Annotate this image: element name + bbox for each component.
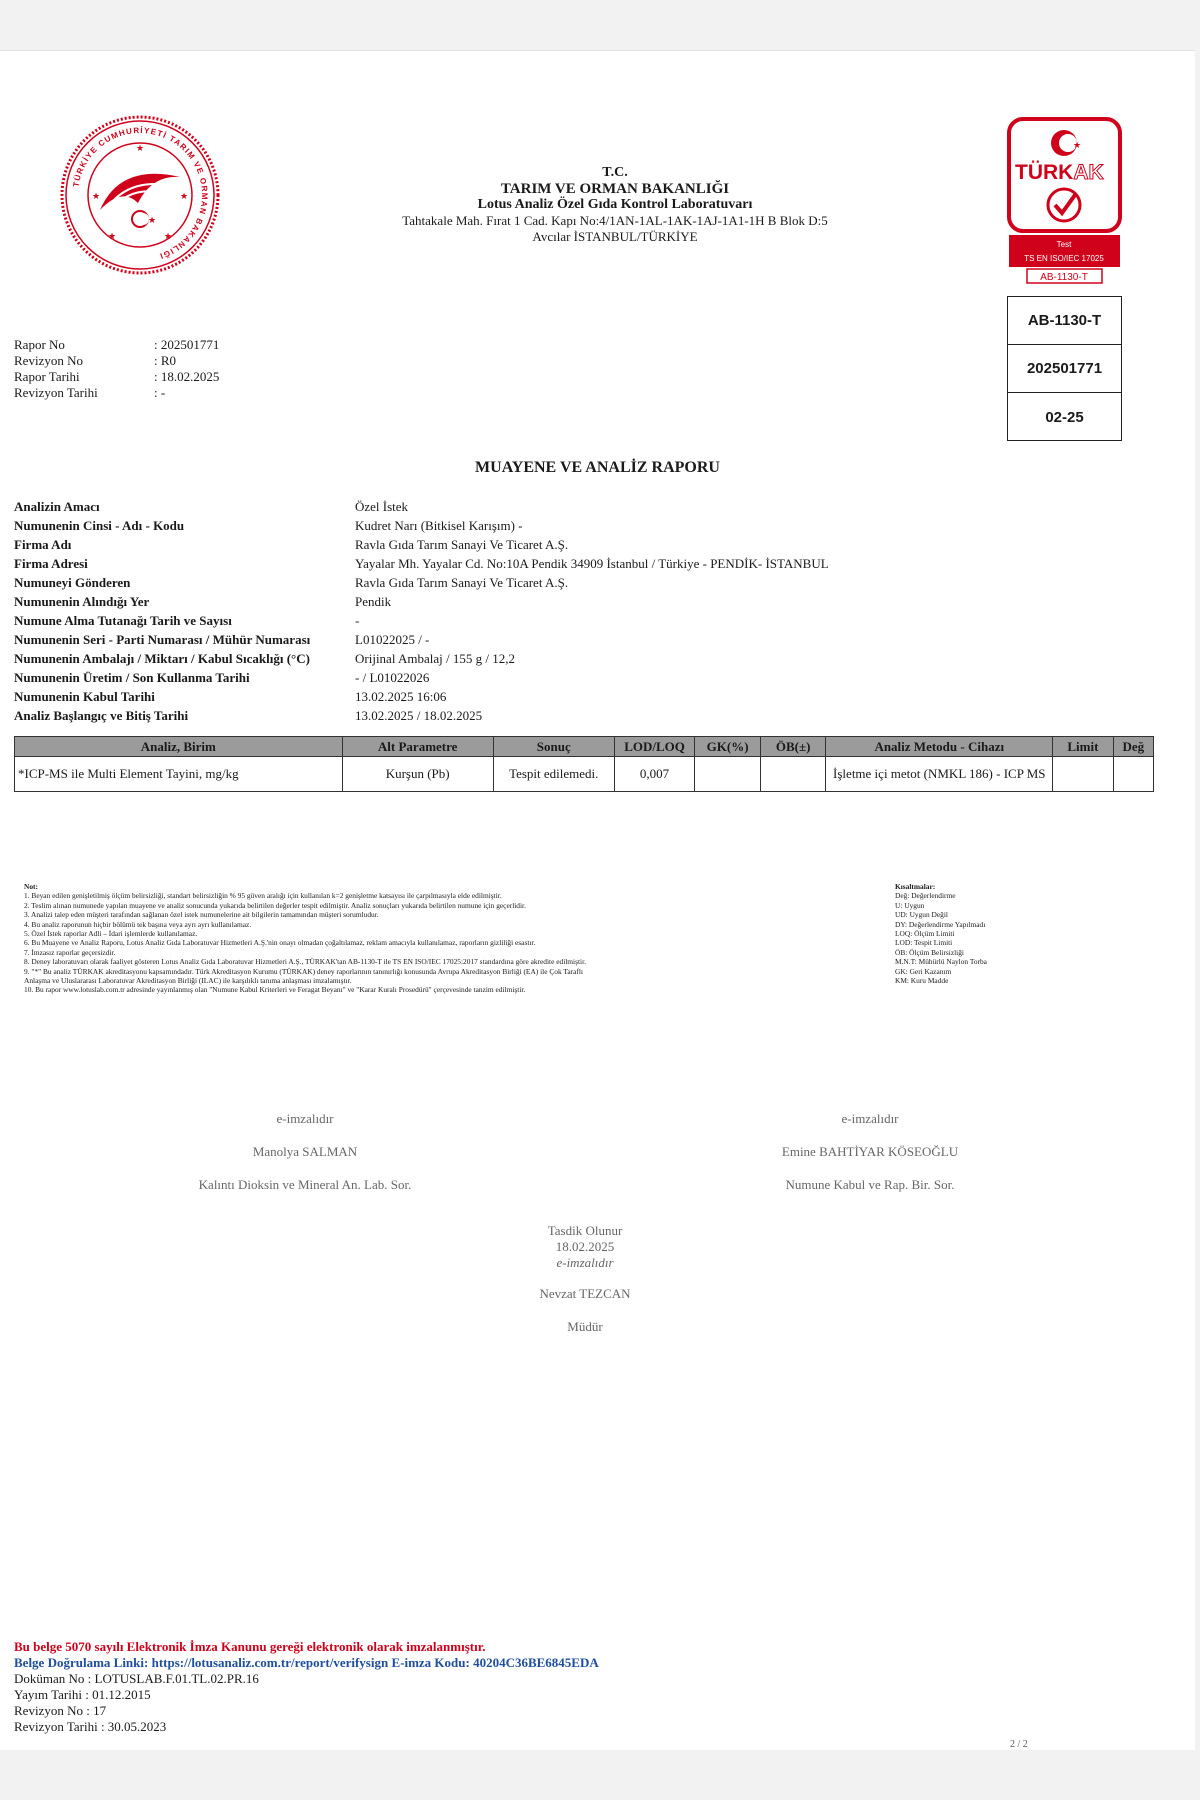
note-item: 4. Bu analiz raporunun hiçbir bölümü tek başına veya ayrı ayrı kullanılamaz.	[24, 919, 252, 929]
abbreviation-item: Değ: Değerlendirme	[895, 891, 956, 901]
note-item: 8. Deney laboratuvarı olarak faaliyet gösteren Lotus Analiz Gıda Laboratuvar Hizmetleri A.Ş., TÜRKAK'tan AB-1130-T ile TS EN ISO/IEC 17025:2017 standardına göre akredite edilmiştir.	[24, 957, 586, 967]
table-row	[15, 757, 1154, 792]
meta-row: Rapor No : 202501771	[14, 337, 220, 352]
col-header: GK(%)	[695, 737, 761, 757]
table-cell: *ICP-MS ile Multi Element Tayini, mg/kg	[15, 757, 343, 792]
header-line-1: T.C.	[602, 165, 628, 180]
svg-text:★: ★	[148, 216, 157, 226]
col-header: Değ	[1113, 737, 1153, 757]
svg-text:★: ★	[91, 192, 101, 202]
info-row: Firma Adresi Yayalar Mh. Yayalar Cd. No:10A Pendik 34909 İstanbul / Türkiye - PENDİK- İSTANBUL	[14, 556, 829, 571]
lab-address: Tahtakale Mah. Fırat 1 Cad. Kapı No:4/1AN-1AL-1AK-1AJ-1A1-1H B Blok D:5	[402, 213, 828, 228]
signer-name: Emine BAHTİYAR KÖSEOĞLU	[781, 1144, 959, 1159]
date-code: 02-25	[1045, 408, 1084, 426]
abbreviation-item: DY: Değerlendirme Yapılmadı	[895, 919, 986, 929]
col-header: LOD/LOQ	[614, 737, 695, 757]
abbreviation-item: GK: Geri Kazanım	[895, 966, 952, 976]
table-cell	[760, 757, 826, 792]
notes-title: Not:	[24, 882, 38, 891]
col-header: Sonuç	[493, 737, 614, 757]
note-item: 1. Beyan edilen genişletilmiş ölçüm belirsizliği, standart belirsizliğin % 95 güven aralığı için kullanılan k=2 genişletme katsayısı ile çarpılmasıyla elde edilmiştir.	[24, 891, 502, 901]
abbreviations-section	[895, 882, 1155, 985]
meta-row: Revizyon No : R0	[14, 353, 177, 368]
signer-role: Numune Kabul ve Rap. Bir. Sor.	[785, 1177, 955, 1192]
note-item: Anlaşma ve Uluslararası Laboratuvar Akreditasyon Birliği (ILAC) ile karşılıklı tanıma anlaşması imzalamıştır.	[24, 976, 352, 986]
abbreviation-item: M.N.T: Mühürlü Naylon Torba	[895, 957, 987, 967]
abbreviation-item: LOQ: Ölçüm Limiti	[895, 929, 955, 939]
verification-link[interactable]: Belge Doğrulama Linki: https://lotusanaliz.com.tr/report/verifysign E-imza Kodu: 40204C36BE6845EDA	[14, 1655, 599, 1670]
info-row: Firma Adı Ravla Gıda Tarım Sanayi Ve Ticaret A.Ş.	[14, 537, 569, 552]
turkak-accreditation-logo	[1007, 117, 1122, 285]
page-number: 2 / 2	[1010, 1739, 1028, 1750]
svg-text:★: ★	[179, 192, 189, 202]
report-number-code: 202501771	[1008, 345, 1121, 393]
signature-left	[185, 1111, 425, 1193]
sample-info	[14, 497, 829, 725]
note-item: 9. "*" Bu analiz TÜRKAK akreditasyonu kapsamındadır. Türk Akreditasyon Kurumu (TÜRKAK) deney raporlarının tanınırlığı konusunda Avrupa Akreditasyon Birliği (EA) ile Çok Taraflı	[24, 966, 583, 976]
abbreviations-title: Kısaltmalar:	[895, 882, 936, 891]
document-footer	[14, 1639, 599, 1735]
info-row: Analizin Amacı Özel İstek	[14, 499, 409, 514]
info-row: Numunenin Üretim / Son Kullanma Tarihi - / L01022026	[14, 670, 430, 685]
signer-name: Manolya SALMAN	[252, 1144, 358, 1159]
table-cell: İşletme içi metot (NMKL 186) - ICP MS	[826, 757, 1053, 792]
note-item: 10. Bu rapor www.lotuslab.com.tr adresinde yayınlanmış olan "Numune Kabul Kriterleri ve Feragat Beyanı" ve "Karar Kuralı Prosedürü" çerçevesinde tanzim edilmiştir.	[24, 985, 526, 995]
svg-text:Test: Test	[1056, 240, 1072, 249]
approval-label: Tasdik Olunur	[547, 1223, 623, 1238]
lab-city: Avcılar İSTANBUL/TÜRKİYE	[532, 229, 698, 244]
info-row: Numunenin Kabul Tarihi 13.02.2025 16:06	[14, 689, 447, 704]
info-row: Numuneyi Gönderen Ravla Gıda Tarım Sanayi Ve Ticaret A.Ş.	[14, 575, 569, 590]
ministry-seal-icon	[60, 115, 220, 275]
signature-right	[750, 1111, 990, 1193]
svg-text:TÜRKAK: TÜRKAK	[1015, 161, 1104, 184]
svg-text:TS EN ISO/IEC 17025: TS EN ISO/IEC 17025	[1024, 254, 1104, 263]
col-header: Analiz Metodu - Cihazı	[826, 737, 1053, 757]
col-header: Analiz, Birim	[15, 737, 343, 757]
info-row: Numunenin Alındığı Yer Pendik	[14, 594, 392, 609]
info-row: Numunenin Seri - Parti Numarası / Mühür Numarası L01022025 / -	[14, 632, 430, 647]
table-cell: Kurşun (Pb)	[342, 757, 493, 792]
report-meta	[14, 337, 219, 401]
lab-name: Lotus Analiz Özel Gıda Kontrol Laboratuvarı	[477, 197, 753, 212]
table-cell	[1113, 757, 1153, 792]
ministry-name: TARIM VE ORMAN BAKANLIĞI	[500, 181, 730, 197]
report-code-box	[1007, 296, 1122, 441]
report-title: MUAYENE VE ANALİZ RAPORU	[475, 459, 720, 476]
svg-text:AB-1130-T: AB-1130-T	[1040, 272, 1088, 283]
document-number: Doküman No : LOTUSLAB.F.01.TL.02.PR.16	[14, 1671, 259, 1686]
signer-role: Müdür	[567, 1319, 603, 1334]
col-header: ÖB(±)	[760, 737, 826, 757]
abbreviation-item: LOD: Tespit Limiti	[895, 938, 953, 948]
table-cell: 0,007	[614, 757, 695, 792]
info-row: Analiz Başlangıç ve Bitiş Tarihi 13.02.2025 / 18.02.2025	[14, 708, 483, 723]
info-row: Numune Alma Tutanağı Tarih ve Sayısı -	[14, 613, 360, 628]
e-signature-legal-note: Bu belge 5070 sayılı Elektronik İmza Kanunu gereği elektronik olarak imzalanmıştır.	[14, 1639, 486, 1654]
publish-date: Yayım Tarihi : 01.12.2015	[14, 1687, 151, 1702]
svg-text:★: ★	[163, 232, 173, 242]
note-item: 6. Bu Muayene ve Analiz Raporu, Lotus Analiz Gıda Laboratuvar Hizmetleri A.Ş.'nin onayı olmadan çoğaltılamaz, reklam amacıyla kullanılamaz, raporların gizliliği esastır.	[24, 938, 536, 948]
approval-date: 18.02.2025	[555, 1239, 615, 1254]
col-header: Alt Parametre	[342, 737, 493, 757]
svg-text:★: ★	[1073, 141, 1082, 151]
notes-section	[24, 882, 844, 995]
note-item: 2. Teslim alınan numunede yapılan muayene ve analiz sonucunda yukarıda belirtilen değerler tespit edilmiştir. Analiz sonuçları yukarıda belirtilen numune için geçerlidir.	[24, 900, 526, 910]
esign-label: e-imzalıdır	[556, 1255, 614, 1270]
signer-name: Nevzat TEZCAN	[539, 1286, 631, 1301]
analysis-table	[14, 736, 1154, 792]
abbreviation-item: KM: Kuru Madde	[895, 976, 949, 986]
table-cell: Tespit edilemedi.	[493, 757, 614, 792]
lab-header	[330, 165, 900, 245]
info-row: Numunenin Cinsi - Adı - Kodu Kudret Narı (Bitkisel Karışım) -	[14, 518, 523, 533]
accreditation-code: AB-1130-T	[1008, 297, 1121, 345]
abbreviation-item: U: Uygun	[895, 900, 925, 910]
signer-role: Kalıntı Dioksin ve Mineral An. Lab. Sor.	[198, 1177, 412, 1192]
meta-row: Revizyon Tarihi : -	[14, 385, 166, 400]
esign-label: e-imzalıdır	[841, 1111, 899, 1126]
report-page	[0, 50, 1195, 1750]
abbreviation-item: UD: Uygun Değil	[895, 910, 948, 920]
revision-number: Revizyon No : 17	[14, 1703, 107, 1718]
note-item: 7. İmzasız raporlar geçersizdir.	[24, 947, 116, 957]
table-cell	[695, 757, 761, 792]
table-cell	[1053, 757, 1113, 792]
esign-label: e-imzalıdır	[276, 1111, 334, 1126]
col-header: Limit	[1053, 737, 1113, 757]
svg-text:★: ★	[107, 232, 117, 242]
note-item: 5. Özel İstek raporlar Adli – İdari işlemlerde kullanılamaz.	[24, 929, 198, 939]
meta-row: Rapor Tarihi : 18.02.2025	[14, 369, 220, 384]
abbreviation-item: ÖB: Ölçüm Belirsizliği	[895, 947, 964, 957]
signature-center	[485, 1223, 685, 1335]
svg-text:TÜRKİYE CUMHURİYETİ TARIM VE O: TÜRKİYE CUMHURİYETİ TARIM VE ORMAN BAKANLIĞI	[71, 125, 210, 261]
table-header-row	[15, 737, 1154, 757]
note-item: 3. Analizi talep eden müşteri tarafından sağlanan özel istek numunelerine ait bilgilerin tamamından müşteri sorumludur.	[24, 910, 379, 920]
svg-text:★: ★	[135, 144, 145, 154]
revision-date: Revizyon Tarihi : 30.05.2023	[14, 1719, 167, 1734]
info-row: Numunenin Ambalajı / Miktarı / Kabul Sıcaklığı (°C) Orijinal Ambalaj / 155 g / 12,2	[14, 651, 515, 666]
